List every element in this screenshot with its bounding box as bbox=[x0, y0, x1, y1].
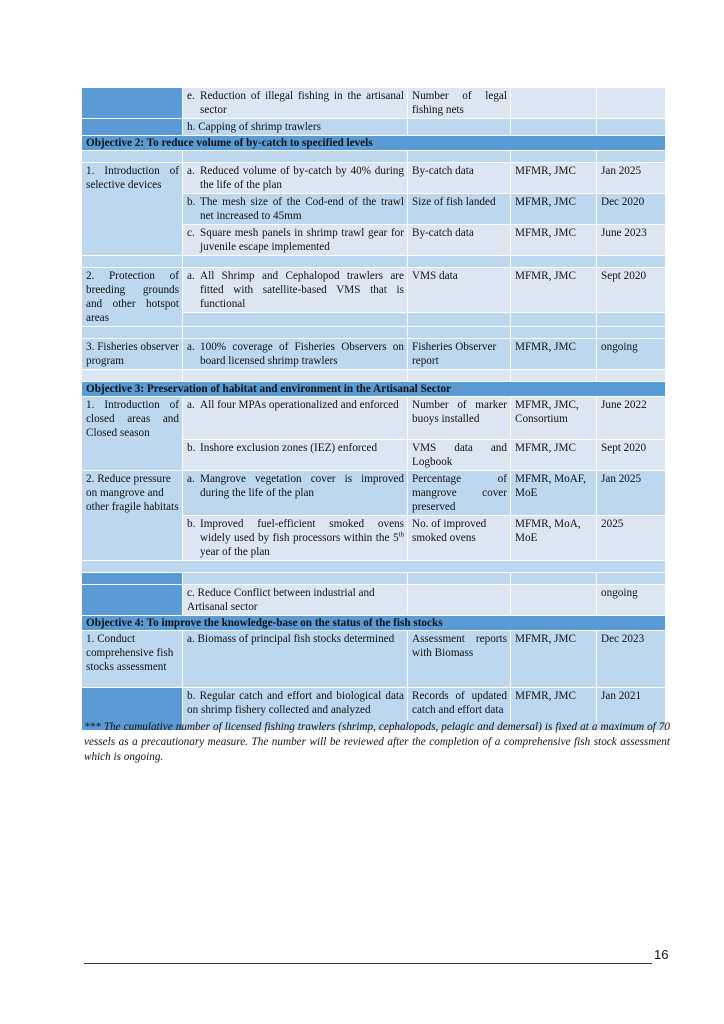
action-cell bbox=[183, 397, 408, 440]
action-cell bbox=[183, 440, 408, 471]
item-marker: c. bbox=[187, 227, 195, 239]
action-cell bbox=[183, 339, 408, 370]
indicator-cell: By-catch data bbox=[408, 225, 511, 256]
date-cell bbox=[597, 119, 666, 136]
spacer-row bbox=[82, 256, 666, 268]
item-marker: a. bbox=[187, 399, 195, 411]
action-cell: c. Reduce Conflict between industrial and Artisanal sector bbox=[183, 585, 408, 616]
date-cell: June 2023 bbox=[597, 225, 666, 256]
date-cell: 2025 bbox=[597, 516, 666, 561]
action-cell: h. Capping of shrimp trawlers bbox=[183, 119, 408, 136]
date-cell: Jan 2025 bbox=[597, 471, 666, 516]
responsible-cell bbox=[511, 88, 597, 119]
responsible-cell: MFMR, JMC bbox=[511, 194, 597, 225]
objective-row bbox=[82, 382, 666, 397]
action-text: All four MPAs operationalized and enforced bbox=[200, 399, 399, 411]
measure-cell: 3. Fisheries observer program bbox=[82, 339, 183, 370]
indicator-cell bbox=[408, 119, 511, 136]
action-cell bbox=[183, 516, 408, 561]
table-row bbox=[82, 631, 666, 688]
date-cell: Jan 2021 bbox=[597, 688, 666, 731]
spacer-row bbox=[82, 370, 666, 382]
date-cell: ongoing bbox=[597, 339, 666, 370]
spacer-row bbox=[82, 573, 666, 585]
measure-cell bbox=[82, 585, 183, 616]
responsible-cell: MFMR, JMC bbox=[511, 631, 597, 688]
spacer-row bbox=[82, 327, 666, 339]
objective-3-heading: Objective 3: Preservation of habitat and environment in the Artisanal Sector bbox=[82, 382, 666, 397]
spacer-row bbox=[82, 561, 666, 573]
indicator-cell: Number of legal fishing nets bbox=[408, 88, 511, 119]
measure-cell: 1. Introduction of selective devices bbox=[82, 163, 183, 256]
measure-cell: 1. Introduction of closed areas and Closed season bbox=[82, 397, 183, 471]
action-cell bbox=[183, 471, 408, 516]
action-text: 100% coverage of Fisheries Observers on board licensed shrimp trawlers bbox=[200, 341, 404, 367]
measure-cell: 2. Reduce pressure on mangrove and other fragile habitats bbox=[82, 471, 183, 561]
responsible-cell: MFMR, MoAF, MoE bbox=[511, 471, 597, 516]
date-cell: ongoing bbox=[597, 585, 666, 616]
measure-cell: 1. Conduct comprehensive fish stocks assessment bbox=[82, 631, 183, 688]
item-marker: a. bbox=[187, 270, 195, 282]
item-marker: e. bbox=[187, 90, 195, 102]
responsible-cell: MFMR, JMC bbox=[511, 339, 597, 370]
action-cell: a. Biomass of principal fish stocks determined bbox=[183, 631, 408, 688]
action-cell bbox=[183, 268, 408, 313]
spacer-row bbox=[82, 151, 666, 163]
indicator-cell: By-catch data bbox=[408, 163, 511, 194]
responsible-cell bbox=[511, 119, 597, 136]
indicator-cell: Percentage of mangrove cover preserved bbox=[408, 471, 511, 516]
date-cell: Dec 2023 bbox=[597, 631, 666, 688]
responsible-cell: MFMR, JMC bbox=[511, 225, 597, 256]
table-row bbox=[82, 163, 666, 194]
responsible-cell: MFMR, JMC bbox=[511, 268, 597, 313]
indicator-cell: VMS data and Logbook bbox=[408, 440, 511, 471]
action-text: Reduction of illegal fishing in the artisanal sector bbox=[200, 90, 404, 116]
responsible-cell: MFMR, JMC bbox=[511, 440, 597, 471]
date-cell: Dec 2020 bbox=[597, 194, 666, 225]
responsible-cell: MFMR, JMC bbox=[511, 163, 597, 194]
measure-cell bbox=[82, 119, 183, 136]
indicator-cell: Assessment reports with Biomass bbox=[408, 631, 511, 688]
action-text bbox=[200, 517, 404, 559]
table-row bbox=[82, 397, 666, 440]
responsible-cell: MFMR, JMC bbox=[511, 688, 597, 731]
objective-4-heading: Objective 4: To improve the knowledge-base on the status of the fish stocks bbox=[82, 616, 666, 631]
date-cell bbox=[597, 88, 666, 119]
date-cell: Sept 2020 bbox=[597, 440, 666, 471]
table-row bbox=[82, 88, 666, 119]
indicator-cell: No. of improved smoked ovens bbox=[408, 516, 511, 561]
item-marker: b. bbox=[187, 518, 196, 530]
responsible-cell: MFMR, JMC, Consortium bbox=[511, 397, 597, 440]
action-text: Reduced volume of by-catch by 40% during the life of the plan bbox=[200, 165, 404, 191]
action-text-part: year of the plan bbox=[200, 546, 270, 558]
indicator-cell: Number of marker buoys installed bbox=[408, 397, 511, 440]
action-cell bbox=[183, 194, 408, 225]
responsible-cell bbox=[511, 585, 597, 616]
indicator-cell: Fisheries Observer report bbox=[408, 339, 511, 370]
footer-rule bbox=[84, 963, 652, 964]
measure-cell bbox=[82, 88, 183, 119]
item-marker: a. bbox=[187, 341, 195, 353]
responsible-cell: MFMR, MoA, MoE bbox=[511, 516, 597, 561]
action-cell: b. Regular catch and effort and biological data on shrimp fishery collected and analyzed bbox=[183, 688, 408, 731]
footnote: *** The cumulative number of licensed fishing trawlers (shrimp, cephalopods, pelagic and demersal) is fixed at a maximum of 70 vessels as a precautionary measure. The number will be reviewed after the completion of a comprehensive fish stock assessment which is ongoing. bbox=[84, 721, 670, 763]
indicator-cell: Records of updated catch and effort data bbox=[408, 688, 511, 731]
action-plan-table bbox=[81, 87, 666, 731]
superscript: th bbox=[398, 530, 404, 539]
action-text-part: Improved fuel-efficient smoked ovens widely used by fish processors within the 5 bbox=[200, 518, 404, 544]
item-marker: b. bbox=[187, 196, 196, 208]
action-cell bbox=[183, 225, 408, 256]
action-text: The mesh size of the Cod-end of the trawl net increased to 45mm bbox=[200, 196, 404, 222]
action-text: Inshore exclusion zones (IEZ) enforced bbox=[200, 442, 378, 454]
action-text: Mangrove vegetation cover is improved during the life of the plan bbox=[200, 473, 404, 499]
action-text: All Shrimp and Cephalopod trawlers are fitted with satellite-based VMS that is functional bbox=[200, 270, 404, 310]
date-cell: Sept 2020 bbox=[597, 268, 666, 313]
action-cell bbox=[183, 88, 408, 119]
action-cell bbox=[183, 163, 408, 194]
date-cell: June 2022 bbox=[597, 397, 666, 440]
objective-row bbox=[82, 136, 666, 151]
page-number: 16 bbox=[654, 947, 669, 962]
objective-row bbox=[82, 616, 666, 631]
table-row bbox=[82, 339, 666, 370]
date-cell: Jan 2025 bbox=[597, 163, 666, 194]
action-text: Square mesh panels in shrimp trawl gear for juvenile escape implemented bbox=[200, 227, 404, 253]
objective-2-heading: Objective 2: To reduce volume of by-catch to specified levels bbox=[82, 136, 666, 151]
indicator-cell: VMS data bbox=[408, 268, 511, 313]
measure-cell: 2. Protection of breeding grounds and other hotspot areas bbox=[82, 268, 183, 327]
indicator-cell: Size of fish landed bbox=[408, 194, 511, 225]
table-row bbox=[82, 268, 666, 313]
table-row bbox=[82, 471, 666, 516]
item-marker: a. bbox=[187, 473, 195, 485]
table-row bbox=[82, 585, 666, 616]
table-row bbox=[82, 119, 666, 136]
item-marker: a. bbox=[187, 165, 195, 177]
indicator-cell bbox=[408, 585, 511, 616]
item-marker: b. bbox=[187, 442, 196, 454]
